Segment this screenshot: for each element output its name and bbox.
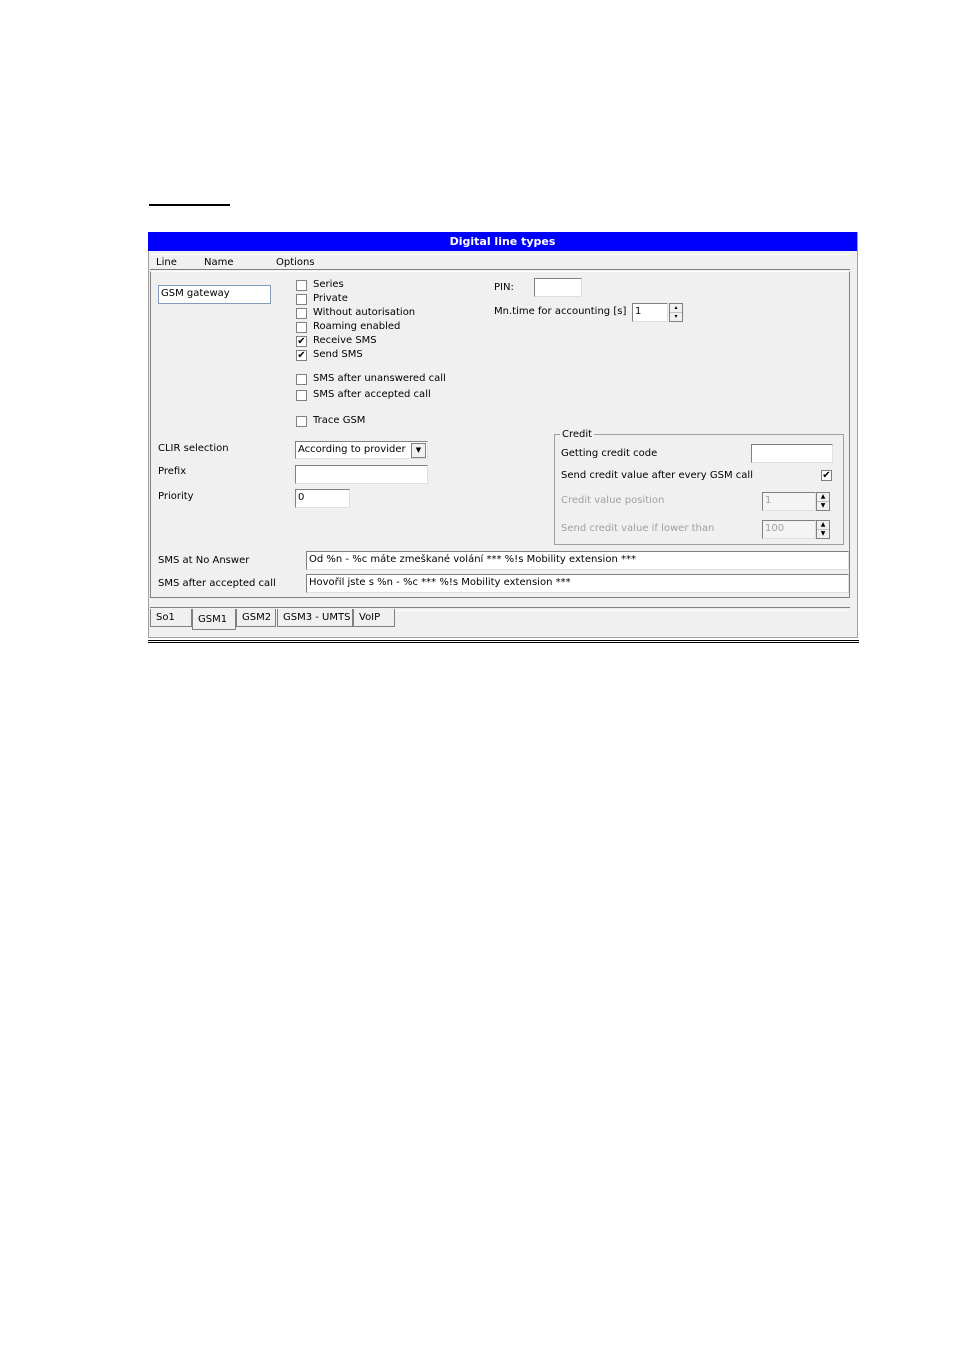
name-input[interactable]: GSM gateway: [158, 285, 271, 304]
roaming-enabled-checkbox[interactable]: [296, 322, 307, 333]
sms-accepted-text-label: SMS after accepted call: [158, 578, 276, 589]
pin-label: PIN:: [494, 282, 514, 293]
credit-lower-spinner[interactable]: [816, 520, 830, 539]
credit-position-spinner[interactable]: [816, 492, 830, 511]
receive-sms-label: Receive SMS: [313, 335, 377, 346]
spin-up-icon[interactable]: ▲: [817, 493, 829, 502]
pin-input[interactable]: [534, 278, 582, 297]
sms-accepted-label: SMS after accepted call: [313, 389, 431, 400]
tab-so1[interactable]: So1: [150, 609, 192, 627]
clir-value: According to provider: [298, 444, 406, 455]
trace-gsm-checkbox[interactable]: [296, 416, 307, 427]
without-autorisation-label: Without autorisation: [313, 307, 416, 318]
private-checkbox[interactable]: [296, 294, 307, 305]
credit-group-title: Credit: [562, 429, 593, 440]
spin-up-icon[interactable]: ▲: [817, 521, 829, 530]
send-sms-checkbox[interactable]: [296, 350, 307, 361]
bottom-rule: [148, 642, 859, 643]
clir-select[interactable]: [295, 441, 428, 459]
tab-gsm1[interactable]: GSM1: [192, 609, 236, 630]
tab-gsm3-umts[interactable]: GSM3 - UMTS: [277, 609, 353, 627]
send-credit-after-checkbox[interactable]: [821, 470, 832, 481]
check-icon: ✔: [297, 350, 306, 361]
min-time-label: Mn.time for accounting [s]: [494, 306, 627, 317]
prefix-label: Prefix: [158, 466, 187, 477]
getting-credit-code-input[interactable]: [751, 444, 833, 463]
private-label: Private: [313, 293, 348, 304]
priority-label: Priority: [158, 491, 194, 502]
trace-gsm-label: Trace GSM: [313, 415, 366, 426]
top-rule: [149, 204, 230, 206]
sms-no-answer-label: SMS at No Answer: [158, 555, 250, 566]
min-time-input[interactable]: 1: [632, 303, 668, 322]
series-label: Series: [313, 279, 344, 290]
column-line[interactable]: Line: [156, 257, 177, 268]
credit-position-input[interactable]: 1: [762, 492, 816, 511]
spin-up-icon[interactable]: ▴: [670, 304, 682, 313]
sms-no-answer-input[interactable]: Od %n - %c máte zmeškané volání *** %!s Mobility extension ***: [306, 551, 849, 570]
tab-gsm2[interactable]: GSM2: [236, 609, 276, 627]
credit-lower-input[interactable]: 100: [762, 520, 816, 539]
getting-credit-code-label: Getting credit code: [561, 448, 658, 459]
priority-input[interactable]: 0: [295, 489, 350, 508]
column-name[interactable]: Name: [204, 257, 234, 268]
sms-unanswered-label: SMS after unanswered call: [313, 373, 446, 384]
spin-down-icon[interactable]: ▾: [674, 312, 678, 320]
tab-voip[interactable]: VoIP: [353, 609, 395, 627]
check-icon: ✔: [297, 336, 306, 347]
column-options[interactable]: Options: [276, 257, 315, 268]
bottom-rule: [148, 640, 859, 641]
spin-down-icon[interactable]: ▼: [820, 529, 826, 537]
sms-accepted-checkbox[interactable]: [296, 390, 307, 401]
column-header: [150, 254, 850, 270]
roaming-enabled-label: Roaming enabled: [313, 321, 401, 332]
check-icon: ✔: [822, 470, 831, 481]
series-checkbox[interactable]: [296, 280, 307, 291]
receive-sms-checkbox[interactable]: [296, 336, 307, 347]
prefix-input[interactable]: [295, 465, 428, 484]
clir-label: CLIR selection: [158, 443, 229, 454]
send-credit-after-label: Send credit value after every GSM call: [561, 470, 753, 481]
sms-unanswered-checkbox[interactable]: [296, 374, 307, 385]
without-autorisation-checkbox[interactable]: [296, 308, 307, 319]
credit-lower-label: Send credit value if lower than: [561, 523, 715, 534]
min-time-spinner[interactable]: [669, 303, 683, 322]
chevron-down-icon[interactable]: ▼: [411, 443, 426, 458]
spin-down-icon[interactable]: ▼: [820, 501, 826, 509]
window-title: Digital line types: [148, 232, 857, 251]
credit-position-label: Credit value position: [561, 495, 665, 506]
sms-accepted-input[interactable]: Hovořil jste s %n - %c *** %!s Mobility extension ***: [306, 574, 849, 593]
send-sms-label: Send SMS: [313, 349, 363, 360]
